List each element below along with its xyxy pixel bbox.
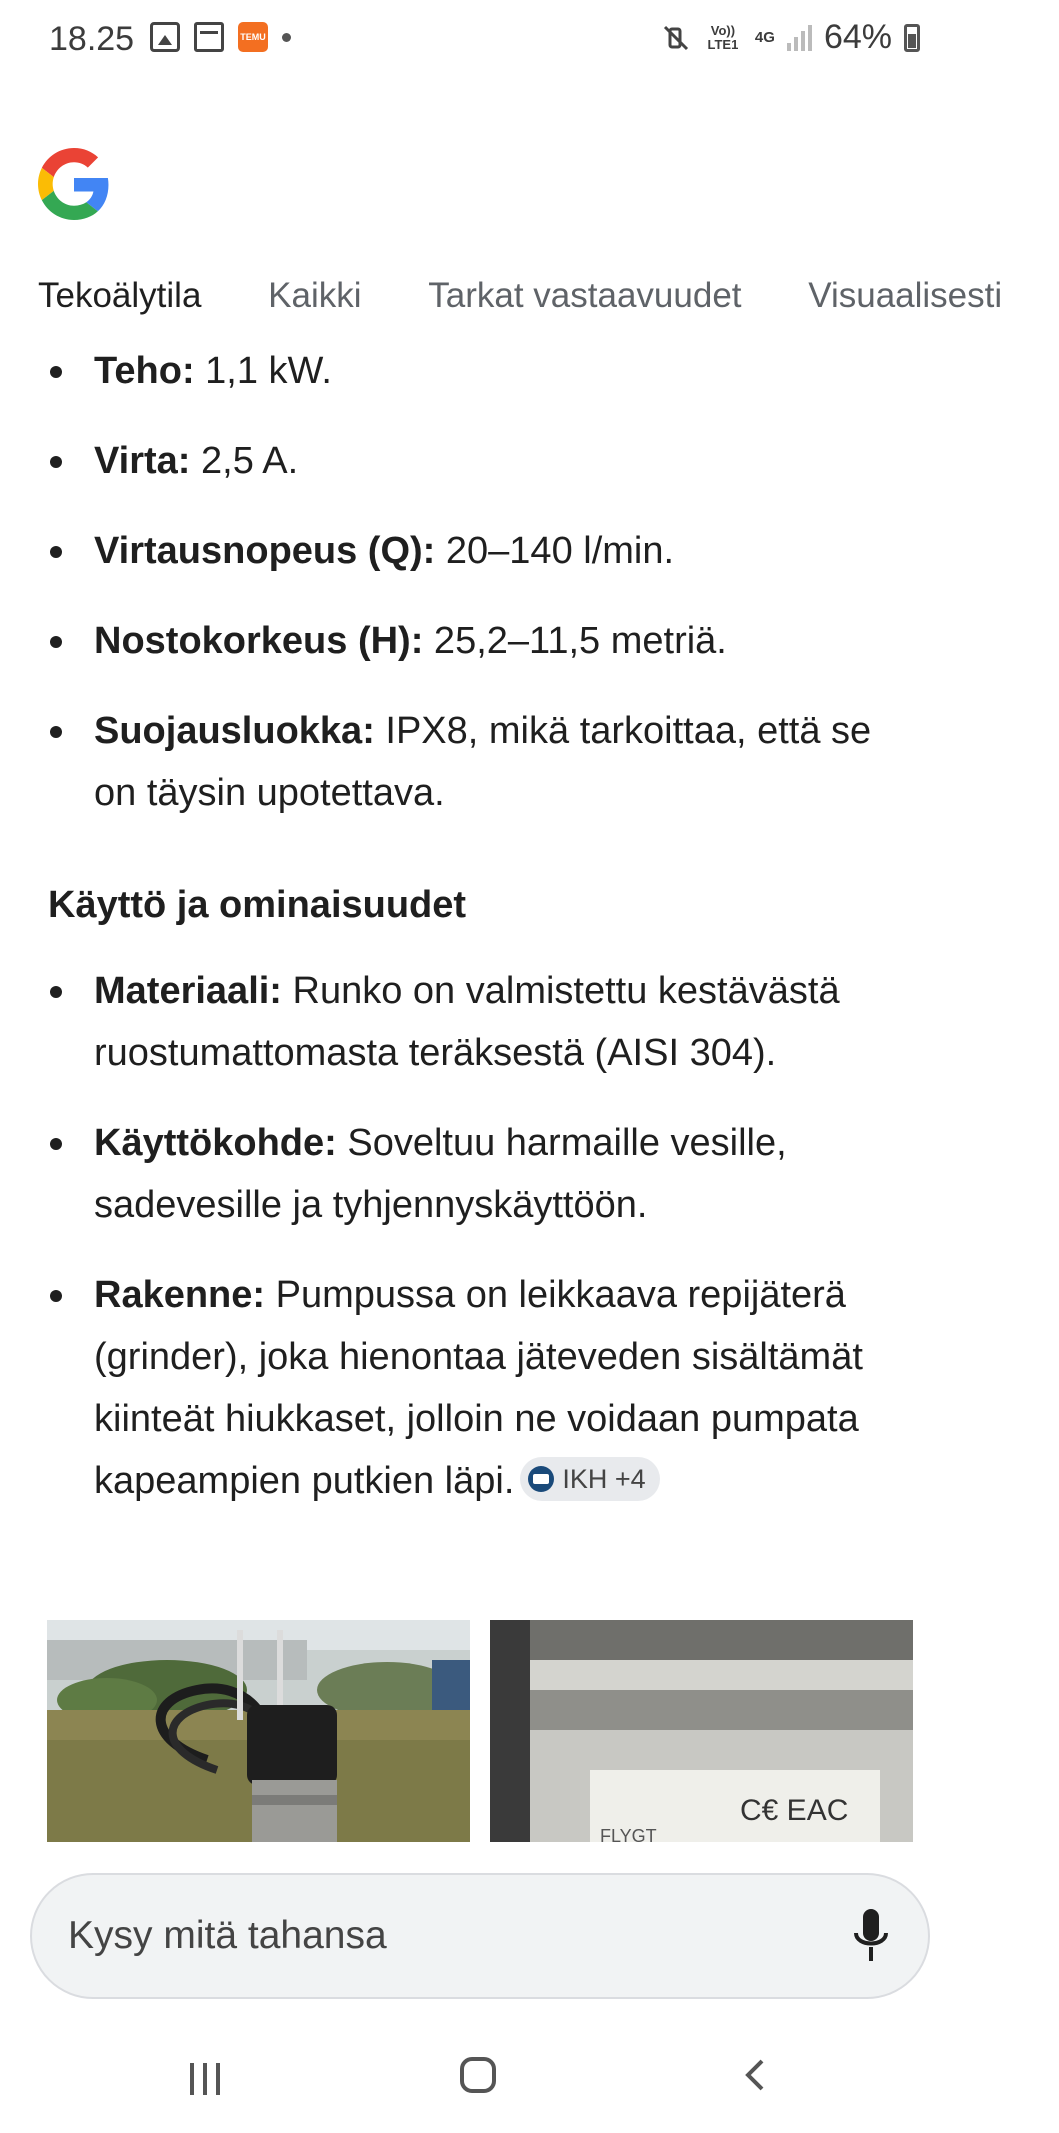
- list-item: [0, 1264, 960, 1512]
- mute-vibrate-icon: [661, 23, 691, 53]
- pump-image-1[interactable]: [47, 1620, 470, 1842]
- spec-list: [0, 340, 960, 824]
- pump-on-lawn-image: [47, 1620, 470, 1842]
- spec-label: Virta:: [94, 440, 191, 482]
- feature-label: Käyttökohde:: [94, 1122, 337, 1164]
- spec-label: Nostokorkeus (H):: [94, 620, 424, 662]
- notification-icons: [150, 22, 291, 52]
- spec-value: IPX8, mikä tarkoittaa, että se on täysin upotettava.: [94, 710, 872, 814]
- ask-bar[interactable]: [30, 1873, 930, 1999]
- spec-value: 1,1 kW.: [194, 350, 332, 392]
- pump-label-marks: C€ EAC: [740, 1794, 849, 1827]
- tab-ai-mode[interactable]: Tekoälytila: [38, 276, 202, 315]
- section-heading: Käyttö ja ominaisuudet: [48, 884, 467, 926]
- system-nav-bar: [0, 2035, 960, 2133]
- feature-value: Runko on valmistettu kestävästä ruostumattomasta teräksestä (AISI 304).: [94, 970, 840, 1074]
- status-bar: [0, 0, 960, 80]
- spec-label: Virtausnopeus (Q):: [94, 530, 436, 572]
- back-icon[interactable]: [738, 2057, 774, 2093]
- list-item: [0, 960, 960, 1084]
- list-item: [0, 340, 960, 402]
- feature-list: [0, 960, 960, 1512]
- image-carousel: [47, 1620, 913, 1846]
- search-tabs: [38, 276, 1003, 326]
- battery-icon: [904, 24, 920, 52]
- list-item: [0, 430, 960, 492]
- feature-value: Soveltuu harmaille vesille, sadevesille ja tyhjennyskäyttöön.: [94, 1122, 787, 1226]
- tab-visual[interactable]: Visuaalisesti: [808, 276, 1003, 315]
- dot-icon: [282, 33, 291, 42]
- spec-value: 25,2–11,5 metriä.: [423, 620, 727, 662]
- source-chip-label: IKH +4: [562, 1463, 646, 1494]
- status-time: 18.25: [49, 20, 135, 58]
- tab-exact-matches[interactable]: Tarkat vastaavuudet: [428, 276, 742, 315]
- temu-icon: TEMU: [238, 22, 268, 52]
- signal-icon: [787, 25, 812, 51]
- ai-answer: [0, 340, 960, 1840]
- pump-image-2[interactable]: [490, 1620, 913, 1846]
- calendar-icon: [194, 22, 224, 52]
- status-right: [661, 18, 920, 57]
- list-item: [0, 610, 960, 672]
- tab-all[interactable]: Kaikki: [268, 276, 362, 315]
- ikh-logo-icon: [528, 1466, 554, 1492]
- list-item: [0, 1112, 960, 1236]
- feature-value: Pumpussa on leikkaava repijäterä (grinder), joka hienontaa jäteveden sisältämät kiinteät hiukkaset, jolloin ne voidaan pumpata kapeampien putkien läpi.: [94, 1274, 863, 1502]
- gallery-icon: [150, 22, 180, 52]
- list-item: [0, 700, 960, 824]
- mic-icon[interactable]: [852, 1907, 890, 1965]
- pump-label-closeup-image: [490, 1620, 913, 1846]
- spec-label: Suojausluokka:: [94, 710, 375, 752]
- spec-value: 20–140 l/min.: [435, 530, 675, 572]
- feature-label: Rakenne:: [94, 1274, 266, 1316]
- feature-label: Materiaali:: [94, 970, 282, 1012]
- volte-label: Vo)) LTE1: [707, 22, 739, 52]
- spec-value: 2,5 A.: [190, 440, 299, 482]
- battery-percent: 64%: [823, 18, 892, 56]
- spec-label: Teho:: [94, 350, 195, 392]
- source-chip[interactable]: [520, 1457, 659, 1501]
- search-input[interactable]: Kysy mitä tahansa: [68, 1914, 387, 1957]
- home-icon[interactable]: [460, 2057, 496, 2093]
- recent-apps-icon[interactable]: [190, 2063, 220, 2095]
- network-label: 4G: [754, 28, 775, 46]
- pump-brand-text: FLYGT: [600, 1826, 657, 1846]
- list-item: [0, 520, 960, 582]
- google-logo-icon[interactable]: [38, 148, 110, 220]
